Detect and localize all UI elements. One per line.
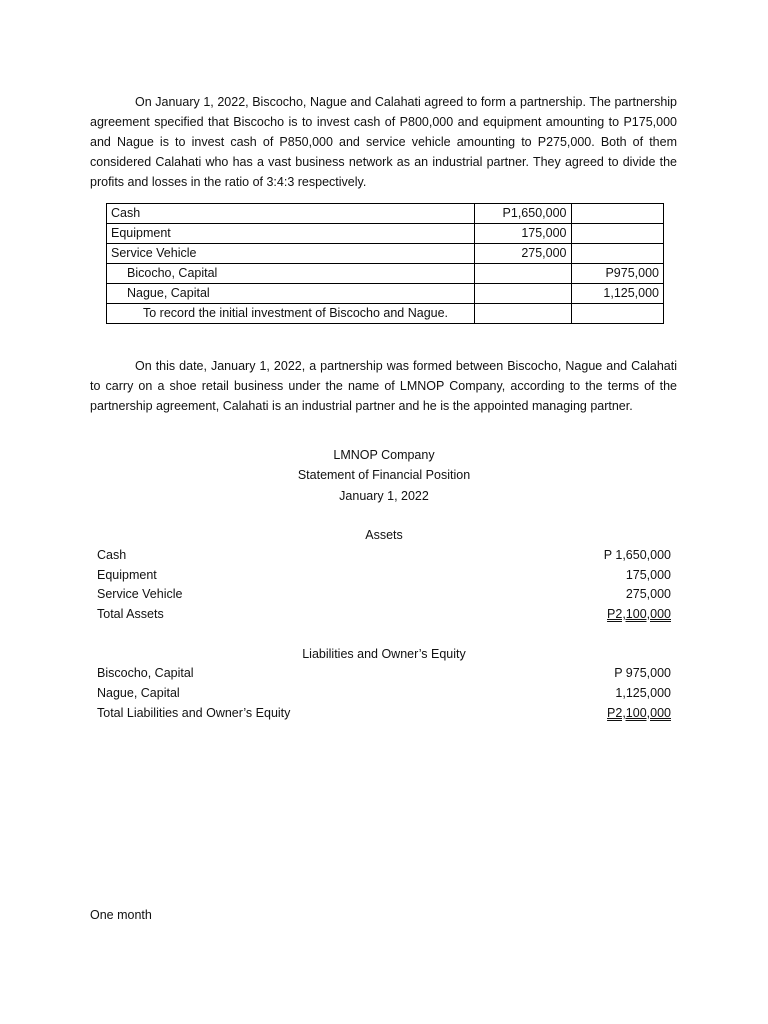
asset-amount: 175,000 — [625, 568, 671, 582]
journal-explanation: To record the initial investment of Biscocho and Nague. — [107, 304, 475, 324]
journal-account: Nague, Capital — [107, 284, 475, 304]
asset-amount: P 1,650,000 — [603, 548, 671, 562]
total-liabilities-label: Total Liabilities and Owner’s Equity — [97, 706, 291, 720]
asset-label: Service Vehicle — [97, 587, 183, 601]
journal-debit — [474, 304, 571, 324]
equity-label: Nague, Capital — [97, 686, 180, 700]
statement-date: January 1, 2022 — [339, 489, 429, 503]
assets-heading: Assets — [365, 528, 403, 542]
journal-credit — [571, 204, 664, 224]
journal-credit: 1,125,000 — [571, 284, 664, 304]
liabilities-heading: Liabilities and Owner’s Equity — [302, 647, 466, 661]
journal-debit: 175,000 — [474, 224, 571, 244]
table-row — [107, 204, 664, 224]
company-name: LMNOP Company — [333, 448, 435, 462]
total-assets-amount: P2,100,000 — [607, 607, 671, 621]
equity-amount: P 975,000 — [614, 666, 671, 680]
asset-label: Cash — [97, 548, 127, 562]
table-row — [107, 284, 664, 304]
statement-title: Statement of Financial Position — [297, 468, 471, 482]
journal-credit — [571, 244, 664, 264]
total-assets-label: Total Assets — [97, 607, 164, 621]
journal-debit — [474, 284, 571, 304]
journal-credit — [571, 224, 664, 244]
table-row — [107, 224, 664, 244]
asset-label: Equipment — [97, 568, 157, 582]
journal-debit: P1,650,000 — [474, 204, 571, 224]
footer-text: One month — [90, 908, 152, 922]
equity-label: Biscocho, Capital — [97, 666, 194, 680]
journal-account: Equipment — [107, 224, 475, 244]
equity-amount: 1,125,000 — [615, 686, 671, 700]
asset-amount: 275,000 — [625, 587, 671, 601]
journal-account: Cash — [107, 204, 475, 224]
journal-debit — [474, 264, 571, 284]
journal-account: Service Vehicle — [107, 244, 475, 264]
total-liabilities-amount: P2,100,000 — [607, 706, 671, 720]
table-row — [107, 304, 664, 324]
journal-credit — [571, 304, 664, 324]
journal-entry-table — [106, 203, 664, 324]
journal-debit: 275,000 — [474, 244, 571, 264]
intro-paragraph: On January 1, 2022, Biscocho, Nague and Calahati agreed to form a partnership. The partnership agreement specified that Biscocho is to invest cash of P800,000 and equipment amounting to P175,000 and Nague is to invest cash of P850,000 and service vehicle amounting to P275,000. Both of them considered Calahati who has a vast business network as an industrial partner. They agreed to divide the profits and losses in the ratio of 3:4:3 respectively. — [90, 95, 677, 189]
table-row — [107, 244, 664, 264]
second-paragraph: On this date, January 1, 2022, a partnership was formed between Biscocho, Nague and Calahati to carry on a shoe retail business under the name of LMNOP Company, according to the terms of the partnership agreement, Calahati is an industrial partner and he is the appointed managing partner. — [90, 359, 677, 413]
journal-credit: P975,000 — [571, 264, 664, 284]
table-row — [107, 264, 664, 284]
journal-account: Bicocho, Capital — [107, 264, 475, 284]
